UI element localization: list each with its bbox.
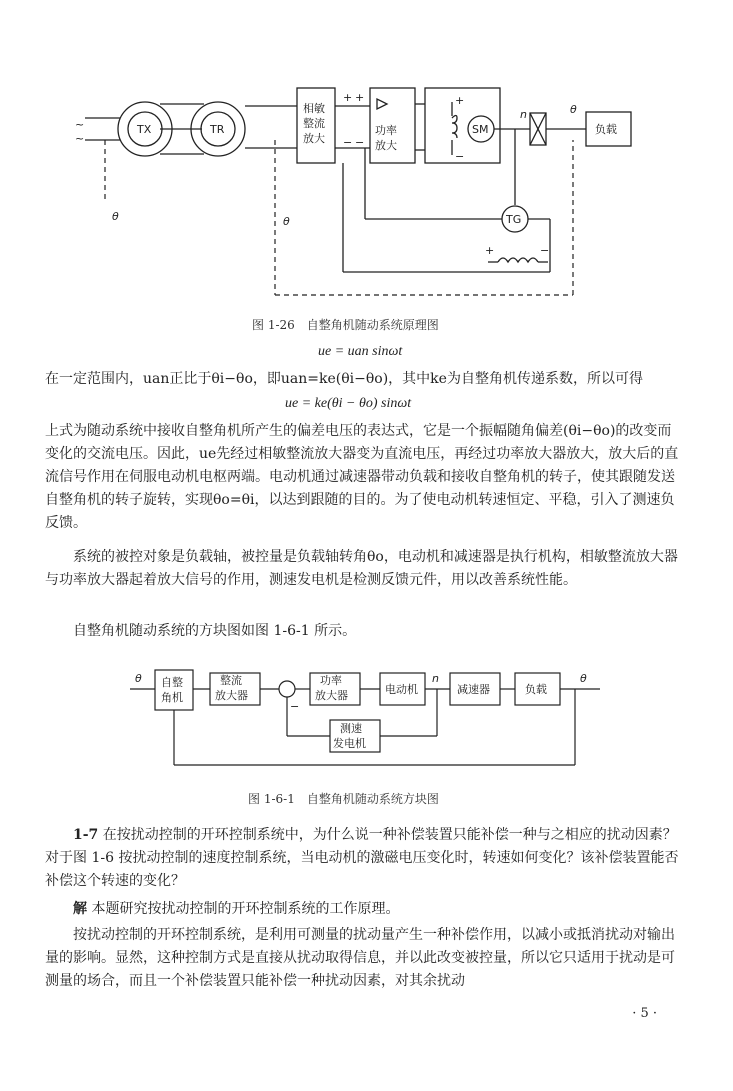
body-line1: 在一定范围内，uan正比于θi−θo，即uan=ke(θi−θo)，其中ke为自整角机传递系数，所以可得 [45,371,643,387]
solution-line [45,898,685,921]
svg-text:+: + [485,244,495,257]
body-para3: 自整角机随动系统的方块图如图 1-6-1 所示。 [73,623,357,639]
tg-label: TG [506,213,522,226]
equation-2: ue = ke(θi − θo) sinωt [285,396,412,411]
figure2-caption: 图 1-6-1 自整角机随动系统方块图 [248,792,439,806]
svg-text:θ: θ [580,672,587,685]
equation-1: ue = uan sinωt [318,344,403,359]
svg-text:功率: 功率 [375,124,397,137]
svg-text:功率: 功率 [320,674,342,687]
problem-text [45,824,685,893]
svg-text:负载: 负载 [525,683,547,696]
servo-block-diagram [0,655,733,770]
svg-text:放大: 放大 [375,139,397,152]
svg-text:+: + [355,91,365,104]
svg-text:整流: 整流 [220,674,242,687]
svg-text:发电机: 发电机 [333,737,366,750]
svg-text:电动机: 电动机 [385,683,418,696]
page-number: · 5 · [632,1006,657,1021]
body-para1: 上式为随动系统中接收自整角机所产生的偏差电压的表达式，它是一个振幅随角偏差(θi−θo)的改变而变化的交流电压。因此，ue先经过相敏整流放大器变为直流电压，再经过功率放大器放大，放大后的直流信号作用在伺服电动机电枢两端。电动机通过减速器带动负载和接收自整角机的转子，使其跟随发送自整角机的转子旋转，实现θo=θi，以达到跟随的目的。为了使电动机转速恒定、平稳，引入了测速负反馈。 [45,423,679,531]
svg-text:~: ~ [75,132,85,145]
svg-text:相敏: 相敏 [303,102,325,115]
svg-text:+: + [455,94,465,107]
svg-text:测速: 测速 [340,722,362,735]
load-label: 负载 [595,123,617,136]
svg-text:~: ~ [75,118,85,131]
problem-number: 1-7 [73,827,99,843]
svg-text:放大器: 放大器 [215,689,248,702]
svg-text:n: n [432,672,439,685]
solution-para: 按扰动控制的开环控制系统，是利用可测量的扰动量产生一种补偿作用，以减小或抵消扰动对输出量的影响。显然，这种控制方式是直接从扰动取得信息，并以此改变被控量，所以它只适用于扰动是可测量的场合，而且一个补偿装置只能补偿一种扰动因素，对其余扰动 [45,927,675,989]
svg-text:−: − [455,150,465,163]
svg-text:−: − [290,700,300,713]
svg-text:θ: θ [135,672,142,685]
servo-principle-diagram [0,0,733,320]
solution-label: 解 [73,901,87,917]
svg-text:−: − [343,136,353,149]
svg-text:−: − [540,244,550,257]
svg-text:n: n [520,108,527,121]
svg-text:自整: 自整 [161,676,183,689]
svg-text:减速器: 减速器 [457,683,490,696]
svg-text:θ: θ [112,210,119,223]
svg-text:θ: θ [570,103,577,116]
solution-text: 本题研究按扰动控制的开环控制系统的工作原理。 [91,901,400,917]
svg-text:放大: 放大 [303,132,325,145]
svg-text:放大器: 放大器 [315,689,348,702]
body-para2: 系统的被控对象是负载轴，被控量是负载轴转角θo，电动机和减速器是执行机构，相敏整流放大器与功率放大器起着放大信号的作用，测速发电机是检测反馈元件，用以改善系统性能。 [45,549,678,588]
svg-text:θ: θ [283,215,290,228]
problem-question: 在按扰动控制的开环控制系统中，为什么说一种补偿装置只能补偿一种与之相应的扰动因素？对于图 1-6 按扰动控制的速度控制系统，当电动机的激磁电压变化时，转速如何变化？该补偿装置能否补偿这个转速的变化？ [45,827,679,889]
sm-label: SM [472,123,489,136]
svg-text:整流: 整流 [303,117,325,130]
tr-label: TR [210,123,225,136]
tx-label: TX [137,123,152,136]
svg-text:角机: 角机 [161,691,183,704]
svg-text:−: − [355,136,365,149]
figure1-caption: 图 1-26 自整角机随动系统原理图 [252,318,439,332]
svg-text:+: + [343,91,353,104]
